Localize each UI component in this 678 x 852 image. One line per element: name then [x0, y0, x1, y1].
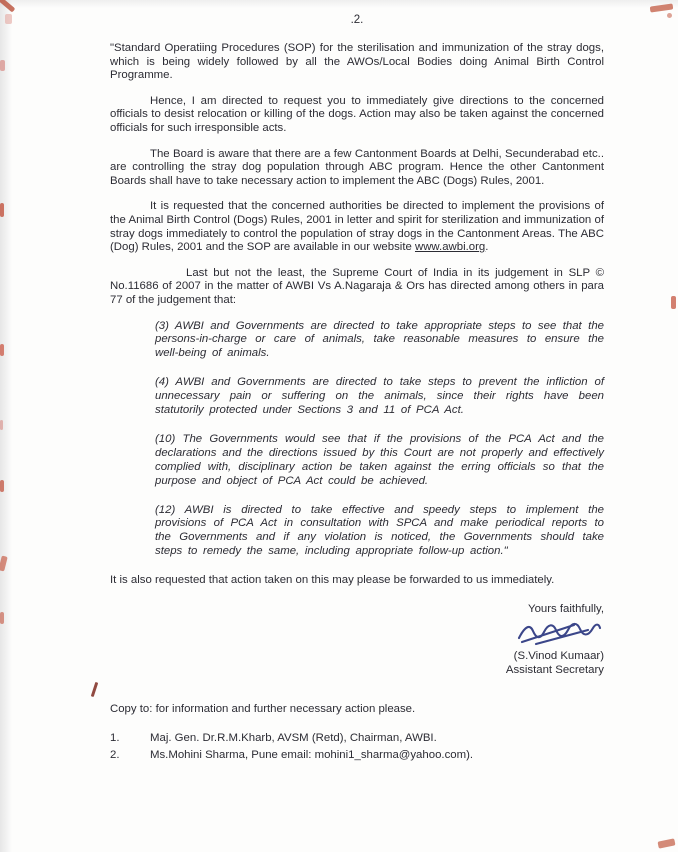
judgement-quote-10: (10) The Governments would see that if the provisions of the PCA Act and the declarations and the directions issued by this Court are not properly and effectively complied with, disciplinary action be taken against the erring officials so that the purpose and object of PCA Act could be achieved. [155, 432, 604, 487]
scan-mark [0, 480, 4, 492]
scan-mark [0, 612, 4, 624]
scan-mark [650, 3, 674, 12]
scan-edge-shadow-top [0, 0, 678, 8]
paragraph-cantonment-boards: The Board is aware that there are a few Cantonment Boards at Delhi, Secunderabad etc.. are controlling the stray dog population through ABC program. Hence the other Cantonment Boards shall have to take necessary action to implement the ABC (Dogs) Rules, 2001. [110, 147, 604, 187]
scan-mark [0, 420, 3, 430]
signatory-title: Assistant Secretary [505, 663, 604, 676]
list-item [110, 748, 604, 763]
list-item-text: Maj. Gen. Dr.R.M.Kharb, AVSM (Retd), Chairman, AWBI. [150, 731, 437, 744]
closing-block [110, 602, 604, 677]
list-item-number: 2. [110, 748, 120, 761]
website-link: www.awbi.org [414, 241, 486, 254]
paragraph-abc-rules [110, 200, 604, 254]
pen-mark [91, 682, 98, 697]
paragraph-abc-rules-end: . [485, 241, 489, 254]
scan-mark [0, 0, 15, 13]
judgement-quote-12: (12) AWBI is directed to take effective and speedy steps to implement the provisions of PCA Act in consultation with SPCA and make periodical reports to the Governments and if any violation is noticed, the Governments should take steps to remedy the same, including appropriate follow-up action." [155, 503, 604, 558]
scan-mark [0, 203, 4, 217]
list-item [110, 731, 604, 746]
list-item-text: Ms.Mohini Sharma, Pune email: mohini1_sharma@yahoo.com). [150, 748, 474, 761]
scan-mark [0, 555, 8, 571]
letter-body [110, 14, 604, 765]
scan-mark [671, 296, 676, 309]
scan-mark [5, 14, 12, 24]
signature-scribble [516, 618, 604, 648]
scan-mark [667, 13, 672, 18]
judgement-quote-4: (4) AWBI and Governments are directed to take steps to prevent the infliction of unnecessary pain or suffering on the animals, since their rights have been statutorily protected under Sections 3 and 11 of PCA Act. [155, 376, 604, 417]
paragraph-supreme-court: Last but not the least, the Supreme Court of India in its judgement in SLP © No.11686 of 2007 in the matter of AWBI Vs A.Nagaraja & Ors has directed among others in para 77 of the judgement that: [110, 266, 604, 306]
paragraph-sop: "Standard Operatiing Procedures (SOP) for the sterilisation and immunization of the stray dogs, which is being widely followed by all the AWOs/Local Bodies doing Animal Birth Control Programme. [110, 42, 604, 82]
copy-to-list [110, 731, 604, 763]
paragraph-directions: Hence, I am directed to request you to immediately give directions to the concerned officials to desist relocation or killing of the dogs. Action may also be taken against the concerned officials for such irresponsible acts. [110, 94, 604, 134]
list-item-number: 1. [110, 731, 120, 744]
scan-mark [0, 344, 4, 356]
scan-edge-shadow-left [0, 0, 12, 852]
signature-wrap [110, 618, 604, 648]
judgement-quote-3: (3) AWBI and Governments are directed to take appropriate steps to see that the persons-in-charge or care of animals, take reasonable measures to ensure the well-being of animals. [155, 319, 604, 360]
scan-mark [657, 838, 675, 848]
scan-mark [0, 60, 5, 71]
copy-to-heading: Copy to: for information and further necessary action please. [110, 702, 416, 715]
signatory-name: (S.Vinod Kumaar) [513, 649, 604, 662]
page-number: .2. [350, 14, 364, 26]
closing-salutation: Yours faithfully, [528, 602, 604, 615]
paragraph-action-taken: It is also requested that action taken on this may please be forwarded to us immediately. [110, 574, 555, 587]
paragraph-abc-rules-text: It is requested that the concerned authorities be directed to implement the provisions of the Animal Birth Control (Dogs) Rules, 2001 in letter and spirit for sterilization and immunization of stray dogs immediately to control the population of stray dogs in the Cantonment Areas. The ABC (Dog) Rules, 2001 and the SOP are available in our website [110, 200, 604, 254]
